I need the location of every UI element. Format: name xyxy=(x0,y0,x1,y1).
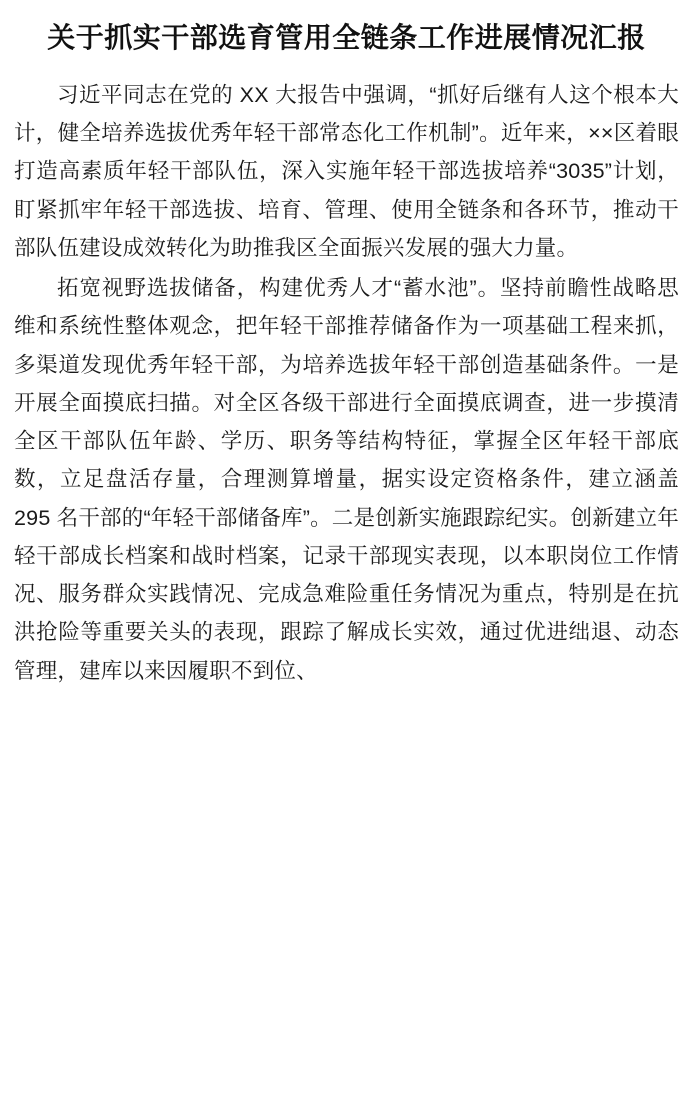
document-title: 关于抓实干部选育管用全链条工作进展情况汇报 xyxy=(47,22,646,53)
paragraph-1: 习近平同志在党的 XX 大报告中强调，“抓好后继有人这个根本大计，健全培养选拔优秀年轻干部常态化工作机制”。近年来，××区着眼打造高素质年轻干部队伍，深入实施年轻干部选拔培养“3035”计划，盯紧抓牢年轻干部选拔、培育、管理、使用全链条和各环节，推动干部队伍建设成效转化为助推我区全面振兴发展的强大力量。 xyxy=(14,82,679,260)
document-body xyxy=(14,76,679,690)
paragraph-2: 拓宽视野选拔储备，构建优秀人才“蓄水池”。坚持前瞻性战略思维和系统性整体观念，把年轻干部推荐储备作为一项基础工程来抓，多渠道发现优秀年轻干部，为培养选拔年轻干部创造基础条件。一是开展全面摸底扫描。对全区各级干部进行全面摸底调查，进一步摸清全区干部队伍年龄、学历、职务等结构特征，掌握全区年轻干部底数，立足盘活存量，合理测算增量，据实设定资格条件，建立涵盖 295 名干部的“年轻干部储备库”。二是创新实施跟踪纪实。创新建立年轻干部成长档案和战时档案，记录干部现实表现，以本职岗位工作情况、服务群众实践情况、完成急难险重任务情况为重点，特别是在抗洪抢险等重要关头的表现，跟踪了解成长实效，通过优进绌退、动态管理，建库以来因履职不到位、 xyxy=(14,276,679,683)
